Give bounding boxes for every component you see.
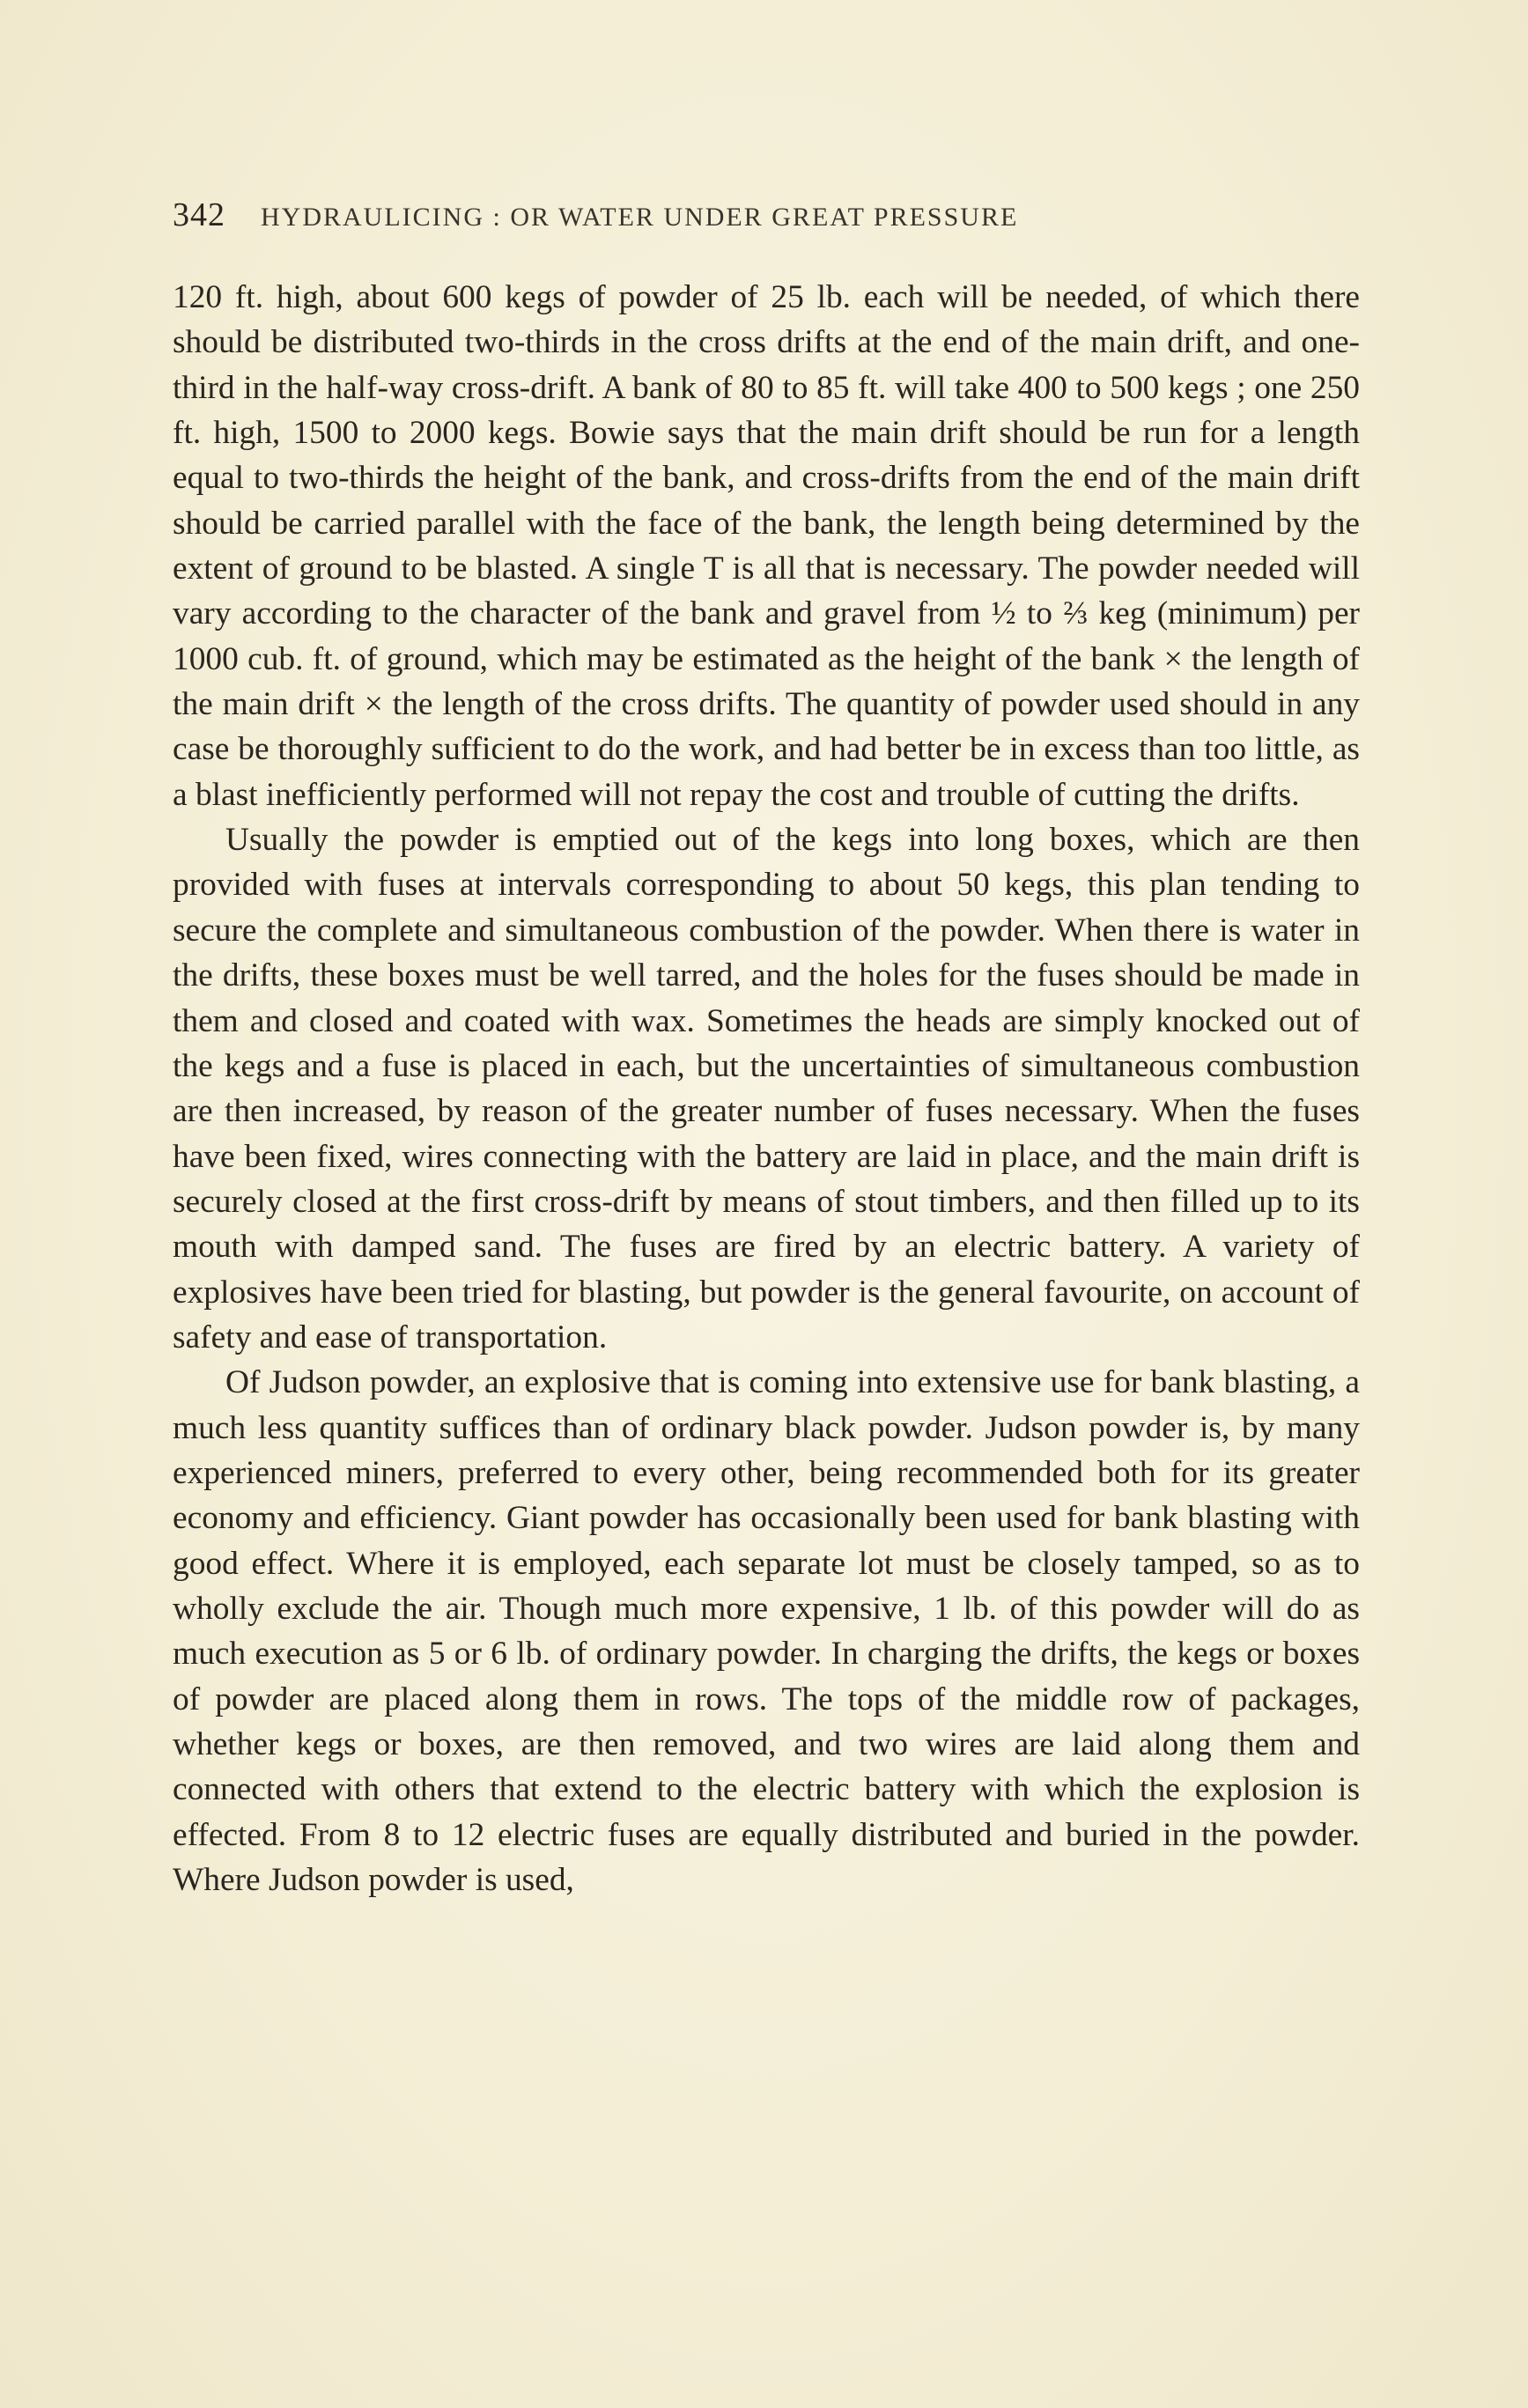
- running-title: HYDRAULICING : OR WATER UNDER GREAT PRESSURE: [261, 203, 1019, 232]
- running-head: [173, 196, 1229, 240]
- page-number: 342: [173, 196, 225, 233]
- paragraph-blast-quantities: 120 ft. high, about 600 kegs of powder of 25 lb. each will be needed, of which there should be distributed two-thirds in the cross drifts at the end of the main drift, and one-third in the half-way cross-drift. A bank of 80 to 85 ft. will take 400 to 500 kegs ; one 250 ft. high, 1500 to 2000 kegs. Bowie says that the main drift should be run for a length equal to two-thirds the height of the bank, and cross-drifts from the end of the main drift should be carried parallel with the face of the bank, the length being determined by the extent of ground to be blasted. A single T is all that is necessary. The powder needed will vary according to the character of the bank and gravel from ½ to ⅔ keg (minimum) per 1000 cub. ft. of ground, which may be estimated as the height of the bank × the length of the main drift × the length of the cross drifts. The quantity of powder used should in any case be thoroughly sufficient to do the work, and had better be in excess than too little, as a blast inefficiently performed will not repay the cost and trouble of cutting the drifts.: [173, 279, 1360, 813]
- paragraph-judson-powder: Of Judson powder, an explosive that is coming into extensive use for bank blasting, a much less quantity suffices than of ordinary black powder. Judson powder is, by many experienced miners, preferred to every other, being recommended both for its greater economy and efficiency. Giant powder has occasionally been used for bank blasting with good effect. Where it is employed, each separate lot must be closely tamped, so as to wholly exclude the air. Though much more expensive, 1 lb. of this powder will do as much execution as 5 or 6 lb. of ordinary powder. In charging the drifts, the kegs or boxes of powder are placed along them in rows. The tops of the middle row of packages, whether kegs or boxes, are then removed, and two wires are laid along them and connected with others that extend to the electric battery with which the explosion is effected. From 8 to 12 electric fuses are equally distributed and buried in the powder. Where Judson powder is used,: [173, 1364, 1360, 1899]
- paragraph-powder-boxes: Usually the powder is emptied out of the kegs into long boxes, which are then provided with fuses at intervals corresponding to about 50 kegs, this plan tending to secure the complete and simultaneous combustion of the powder. When there is water in the drifts, these boxes must be well tarred, and the holes for the fuses should be made in them and closed and coated with wax. Sometimes the heads are simply knocked out of the kegs and a fuse is placed in each, but the uncertainties of simultaneous combustion are then increased, by reason of the greater number of fuses necessary. When the fuses have been fixed, wires connecting with the battery are laid in place, and the main drift is securely closed at the first cross-drift by means of stout timbers, and then filled up to its mouth with damped sand. The fuses are fired by an electric battery. A variety of explosives have been tried for blasting, but powder is the general favourite, on account of safety and ease of transportation.: [173, 822, 1360, 1355]
- body-text: [173, 275, 1360, 1902]
